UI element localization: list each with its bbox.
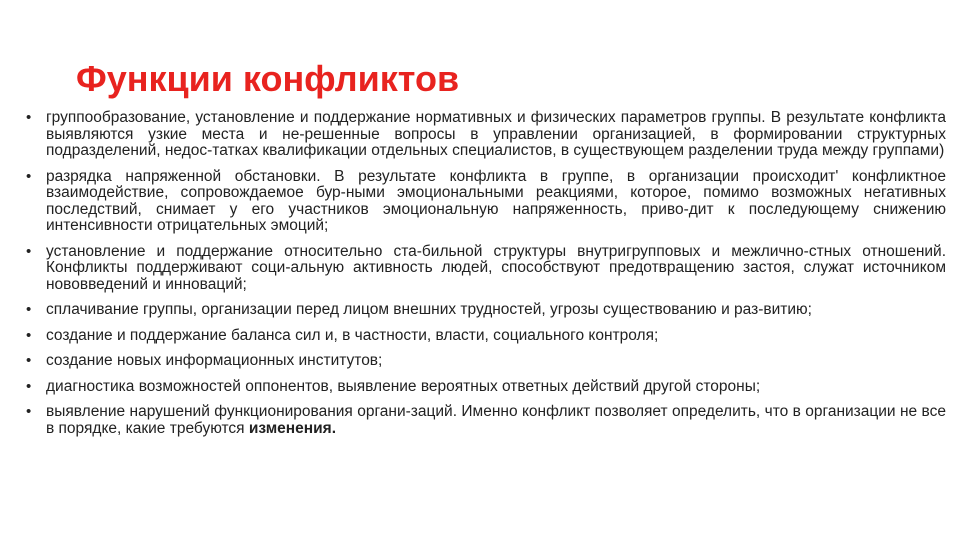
slide-title: Функции конфликтов xyxy=(76,58,460,99)
bullet-text: создание и поддержание баланса сил и, в частности, власти, социального контроля; xyxy=(46,326,659,344)
bullet-text: сплачивание группы, организации перед лицом внешних трудностей, угрозы существованию и раз-витию; xyxy=(46,301,812,318)
list-item xyxy=(26,110,946,160)
bullet-icon: • xyxy=(26,242,32,260)
bullet-text: выявление нарушений функционирования органи-заций. Именно конфликт позволяет определить, что в организации не все в порядке, какие требуются xyxy=(46,403,946,437)
bullet-text: установление и поддержание относительно ста-бильной структуры внутригрупповых и межлично-стных отношений. Конфликты поддерживают соци-альную активность людей, способствуют предотвращению застоя, служат источником нововведений и инноваций; xyxy=(46,242,946,293)
list-item xyxy=(26,328,946,345)
list-item xyxy=(26,302,946,319)
bullet-text: разрядка напряженной обстановки. В результате конфликта в группе, в организации происходит' конфликтное взаимодействие, сопровождаемое бур-ными эмоциональными реакциями, которое, помимо возможных негативных последствий, снимает у его участников эмоциональную напряженность, приво-дит к последующему снижению интенсивности отрицательных эмоций; xyxy=(46,167,946,234)
bullet-text: диагностика возможностей оппонентов, выявление вероятных ответных действий другой стороны; xyxy=(46,377,761,395)
list-item xyxy=(26,404,946,437)
bullet-icon: • xyxy=(26,377,32,395)
list-item xyxy=(26,169,946,235)
bullet-text: создание новых информационных институтов; xyxy=(46,352,383,369)
list-item xyxy=(26,353,946,370)
bullet-icon: • xyxy=(26,403,32,420)
bullet-list xyxy=(26,110,946,446)
bullet-emphasis: изменения. xyxy=(248,419,337,437)
bullet-icon: • xyxy=(26,326,32,344)
bullet-text: группообразование, установление и поддержание нормативных и физических параметров группы. В результате конфликта выявляются узкие места и не-решенные вопросы в управлении организацией, в формировании структурных подразделений, недос-татках квалификации отдельных специалистов, в существующем разделении труда между группами) xyxy=(46,109,946,159)
list-item xyxy=(26,379,946,396)
bullet-icon: • xyxy=(26,167,32,185)
bullet-icon: • xyxy=(26,352,32,369)
bullet-icon: • xyxy=(26,109,32,126)
list-item xyxy=(26,244,946,294)
bullet-icon: • xyxy=(26,301,32,318)
